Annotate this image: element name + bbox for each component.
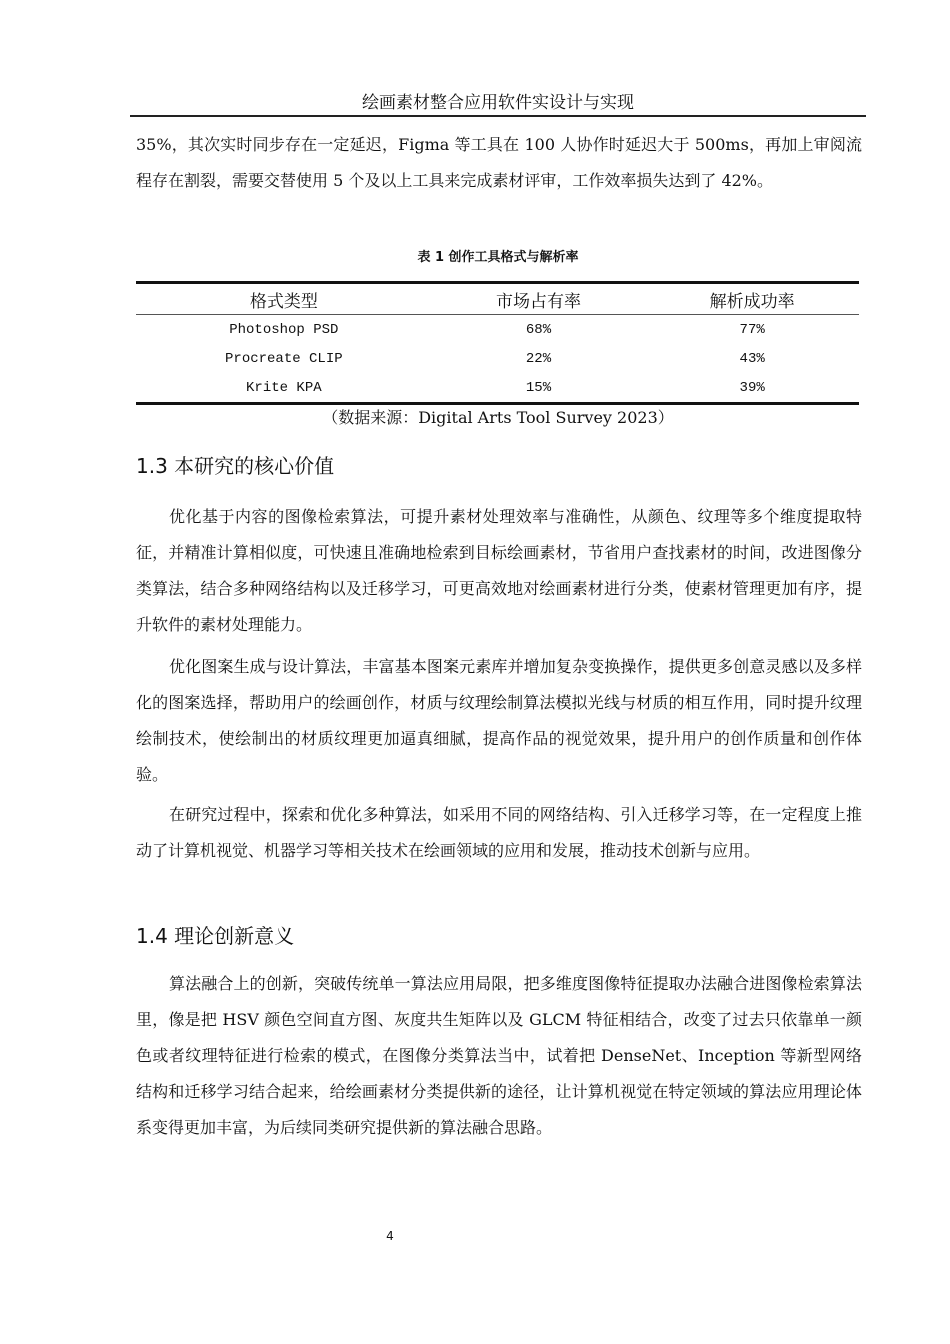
paragraph: 优化图案生成与设计算法，丰富基本图案元素库并增加复杂变换操作，提供更多创意灵感以及多样化的图案选择，帮助用户的绘画创作，材质与纹理绘制算法模拟光线与材质的相互作用，同时提升纹理绘制技术，使绘制出的材质纹理更加逼真细腻，提高作品的视觉效果，提升用户的创作质量和创作体验。 <box>136 657 862 784</box>
cell-market-share: 68% <box>525 321 552 338</box>
paragraph: 在研究过程中，探索和优化多种算法，如采用不同的网络结构、引入迁移学习等，在一定程度上推动了计算机视觉、机器学习等相关技术在绘画领域的应用和发展，推动技术创新与应用。 <box>136 805 862 860</box>
table-row <box>136 344 859 373</box>
cell-format: Photoshop PSD <box>229 321 339 338</box>
column-header-parse-rate: 解析成功率 <box>645 283 859 315</box>
paragraph: 算法融合上的创新，突破传统单一算法应用局限，把多维度图像特征提取办法融合进图像检索算法里，像是把 HSV 颜色空间直方图、灰度共生矩阵以及 GLCM 特征相结合，改变了过去只依靠单一颜色或者纹理特征进行检索的模式，在图像分类算法当中，试着把 DenseNet、Inception 等新型网络结构和迁移学习结合起来，给绘画素材分类提供新的途径，让计算机视觉在特定领域的算法应用理论体系变得更加丰富，为后续同类研究提供新的算法融合思路。 <box>136 974 862 1137</box>
column-header-market-share: 市场占有率 <box>432 283 646 315</box>
cell-format: Procreate CLIP <box>225 350 343 367</box>
cell-parse-rate: 77% <box>739 321 765 338</box>
table-row <box>136 315 859 345</box>
column-header-format: 格式类型 <box>136 283 432 315</box>
table-header-row <box>136 283 859 315</box>
table-source-note: （数据来源：Digital Arts Tool Survey 2023） <box>322 408 674 427</box>
cell-format: Krite KPA <box>136 373 432 404</box>
running-header: 绘画素材整合应用软件实设计与实现 <box>362 93 634 113</box>
paragraph: 优化基于内容的图像检索算法，可提升素材处理效率与准确性，从颜色、纹理等多个维度提取特征，并精准计算相似度，可快速且准确地检索到目标绘画素材，节省用户查找素材的时间，改进图像分类算法，结合多种网络结构以及迁移学习，可更高效地对绘画素材进行分类，使素材管理更加有序，提升软件的素材处理能力。 <box>136 507 862 634</box>
intro-paragraph: 35%，其次实时同步存在一定延迟，Figma 等工具在 100 人协作时延迟大于 500ms，再加上审阅流程存在割裂，需要交替使用 5 个及以上工具来完成素材评审，工作效率损失达到了 42%。 <box>136 135 862 190</box>
table-caption: 表 1 创作工具格式与解析率 <box>417 250 579 265</box>
cell-market-share: 22% <box>525 350 552 367</box>
page-number: 4 <box>386 1229 394 1243</box>
format-table <box>136 281 859 405</box>
cell-market-share: 15% <box>432 373 646 404</box>
cell-parse-rate: 39% <box>645 373 859 404</box>
section-heading-1-3: 1.3 本研究的核心价值 <box>136 454 335 478</box>
section-heading-1-4: 1.4 理论创新意义 <box>136 924 295 948</box>
table-row <box>136 373 859 404</box>
header-rule <box>130 115 866 117</box>
cell-parse-rate: 43% <box>739 350 765 367</box>
